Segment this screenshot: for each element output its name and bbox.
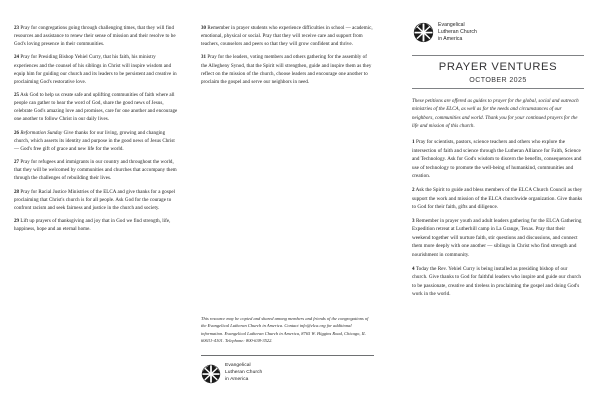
prayer-entry-day: 23: [14, 26, 20, 31]
prayer-entry-text: Pray for Presiding Bishop Yehiel Curry, that his faith, his ministry experiences and the counsel of his siblings in Christ will inspire wisdom and equip him for guiding our church and its leaders to be persistent and creative in proclaiming God's restorative love.: [14, 55, 177, 85]
colophon-text: This resource may be copied and shared among members and friends of the congregations of the Evangelical Lutheran Church in America. Contact info@elca.org for additional information. Evangelical Lutheran Church in America, 8765 W. Higgins Road, Chicago, IL 60631-4101. Telephone: 800-638-3522.: [201, 315, 369, 344]
prayer-entry-day: 2: [412, 187, 415, 194]
page-title: PRAYER VENTURES: [438, 61, 558, 74]
org-line-1: Evangelical: [225, 363, 251, 369]
prayer-entry: [201, 54, 374, 86]
intro-paragraph: These petitions are offered as guides to prayer for the global, social and outreach ministries of the ELCA, as well as for the needs and circumstances of our neighbors, communities and world. Thank you for your continued prayers for the life and mission of this church.: [412, 99, 579, 129]
prayer-entry-text: Pray for congregations going through challenging times, that they will find resources and assistance to renew their sense of mission and their resolve to be God's loving presence in their communities.: [14, 26, 176, 48]
prayer-entry: [412, 265, 584, 299]
prayer-entry: [14, 92, 179, 124]
org-line-2: Lutheran Church: [438, 29, 477, 36]
prayer-entry-text: Pray for the leaders, voting members and others gathering for the assembly of the Allegheny Synod, that the Spirit will strengthen, guide and inspire them as they reflect on the mission of the church, choose leaders and encourage one another to proclaim the gospel and serve our neighbors in need.: [201, 55, 372, 85]
prayer-entry: [412, 138, 584, 180]
masthead-wordmark: [438, 22, 477, 44]
colophon-divider: [201, 355, 374, 356]
prayer-entry-day: 28: [14, 189, 20, 195]
prayer-entry-text: Today the Rev. Yehiel Curry is being installed as presiding bishop of our church. Give thanks to God for faithful leaders who inspire and guide our church to be passionate, creative and tireless in proclaiming the gospel and doing God's work in the world.: [412, 265, 582, 298]
title-divider-bottom: [412, 88, 584, 89]
prayer-entry-day: 27: [14, 160, 20, 166]
elca-logo-icon: [413, 22, 434, 43]
prayer-entry-text: Pray for Racial Justice Ministries of the ELCA and give thanks for a gospel proclaiming that Christ's church is for all people. Ask God for the courage to confront racism and seek fairness and justice in the church and society.: [14, 189, 176, 211]
prayer-entry-list-middle: [201, 25, 374, 87]
org-line-2: Lutheran Church: [225, 370, 263, 376]
prayer-entry: [14, 189, 179, 213]
prayer-entry: [412, 217, 584, 259]
page-subtitle: OCTOBER 2025: [469, 75, 527, 84]
prayer-entry: [14, 54, 179, 86]
colophon-block: [201, 315, 374, 384]
panel-cover: [390, 0, 600, 400]
prayer-entry-day: 26: [14, 130, 20, 136]
prayer-entry-day: 24: [14, 55, 20, 61]
prayer-entry-day: 29: [14, 219, 20, 224]
elca-logo-icon: [201, 364, 221, 384]
prayer-entry-text: Remember in prayer students who experience difficulties in school — academic, emotional, physical or social. Pray that they will receive care and support from teachers, counselors and peers so that they will grow confident and thrive.: [201, 26, 373, 48]
org-line-3: in America: [225, 377, 249, 383]
panel-middle: [195, 0, 390, 400]
prayer-entry-day: 1: [412, 139, 415, 146]
prayer-entry-text: Pray for scientists, pastors, science teachers and others who explore the intersection of faith and science through the Lutheran Alliance for Faith, Science and Technology. Ask for God's wisdom to discern the benefits, consequences and use of technology to promote the well-being of humankind, communities and creation.: [412, 139, 582, 179]
prayer-entry-list-left: [14, 25, 179, 234]
title-block: [412, 56, 584, 89]
prayer-entry-day: 4: [412, 265, 415, 272]
prayer-entry: [14, 159, 179, 183]
prayer-entry: [14, 25, 179, 49]
prayer-entry-text: Give thanks for our living, growing and changing church, which asserts its identity and purpose in the good news of Jesus Christ — God's free gift of grace and new life for the world.: [14, 130, 175, 152]
prayer-entry-text: Ask God to help us create safe and uplifting communities of faith where all people can gather to hear the word of God, share the good news of Jesus, celebrate God's amazing love and promises, care for one another and encourage one another to follow Christ in our daily lives.: [14, 93, 178, 123]
prayer-entry-lead: Reformation Sunday: [20, 130, 63, 136]
prayer-entry-list-cover: [412, 138, 584, 298]
prayer-entry: [14, 130, 179, 154]
prayer-entry-text: Ask the Spirit to guide and bless members of the ELCA Church Council as they support the work and mission of the ELCA churchwide organization. Give thanks to God for their faith, gifts and diligence.: [412, 187, 583, 210]
prayer-entry: [14, 218, 179, 234]
prayer-entry-day: 30: [201, 26, 207, 31]
footer-logo: [201, 363, 374, 384]
prayer-entry: [412, 186, 584, 211]
prayer-entry-text: Pray for refugees and immigrants in our country and throughout the world, that they will be welcomed by communities and churches that accompany them through the challenges of rebuilding their lives.: [14, 160, 177, 182]
prayer-entry-text: Remember in prayer youth and adult leaders gathering for the ELCA Gathering Expedition retreat at Lutherhill camp in La Grange, Texas. Pray that their weekend together will nurture faith, stir questions and discussions, and connect them more deeply with one another — siblings in Christ who find strength and nourishment in community.: [412, 218, 582, 258]
prayer-entry-day: 3: [412, 218, 415, 224]
masthead-logo: [413, 22, 584, 44]
panel-left: [0, 0, 195, 400]
prayer-entry-day: 31: [201, 55, 207, 61]
prayer-entry-text: Lift up prayers of thanksgiving and joy that in God we find strength, life, happiness, hope and an eternal home.: [14, 219, 171, 233]
org-line-3: in America: [438, 36, 463, 43]
prayer-entry: [201, 25, 374, 49]
footer-logo-wordmark: [225, 363, 262, 384]
prayer-entry-day: 25: [14, 93, 20, 99]
org-line-1: Evangelical: [438, 22, 465, 28]
